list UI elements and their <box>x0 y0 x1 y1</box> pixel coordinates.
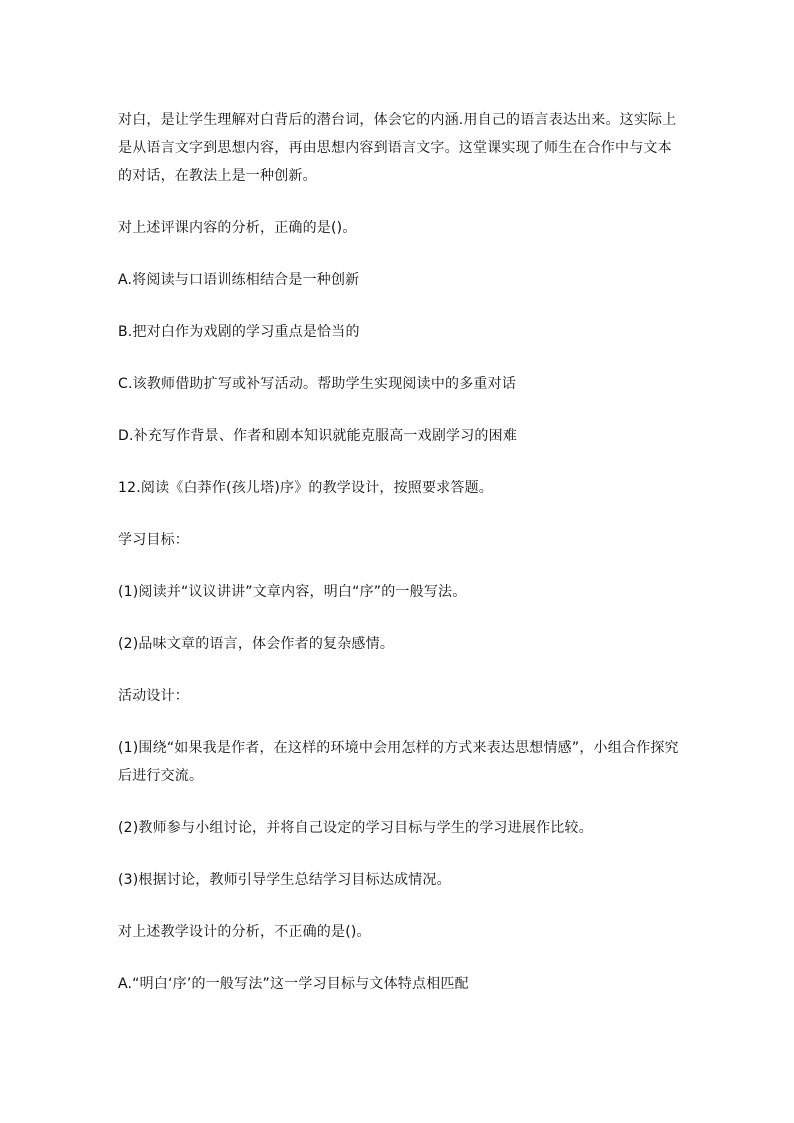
learning-goal-1: (1)阅读并“议议讲讲”文章内容，明白“序”的一般写法。 <box>118 584 467 600</box>
learning-goals-heading: 学习目标： <box>118 532 189 548</box>
activity-design-heading: 活动设计： <box>118 688 189 704</box>
question-11-option-c: C.该教师借助扩写或补写活动。帮助学生实现阅读中的多重对话 <box>118 376 517 392</box>
activity-3: (3)根据讨论，教师引导学生总结学习目标达成情况。 <box>118 872 451 888</box>
question-11-stem: 对上述评课内容的分析，正确的是()。 <box>118 220 357 236</box>
activity-1: (1)围绕“如果我是作者，在这样的环境中会用怎样的方式来表达思想情感”，小组合作探究后进行交流。 <box>118 740 679 784</box>
learning-goal-2: (2)品味文章的语言，体会作者的复杂感情。 <box>118 636 395 652</box>
activity-2: (2)教师参与小组讨论，并将自己设定的学习目标与学生的学习进展作比较。 <box>118 820 593 836</box>
question-12-title: 12.阅读《白莽作(孩儿塔)序》的教学设计，按照要求答题。 <box>118 480 493 496</box>
question-12-option-a: A.“明白‘序’的一般写法”这一学习目标与文体特点相匹配 <box>118 976 469 992</box>
question-11-option-b: B.把对白作为戏剧的学习重点是恰当的 <box>118 324 360 340</box>
question-11-option-d: D.补充写作背景、作者和剧本知识就能克服高一戏剧学习的困难 <box>118 428 518 444</box>
paragraph-evaluation-text: 对白，是让学生理解对白背后的潜台词，体会它的内涵.用自己的语言表达出来。这实际上是从语言文字到思想内容，再由思想内容到语言文字。这堂课实现了师生在合作中与文本的对话，在教法上是一种创新。 <box>118 112 677 184</box>
question-11-option-a: A.将阅读与口语训练相结合是一种创新 <box>118 272 360 288</box>
question-12-stem: 对上述教学设计的分析，不正确的是()。 <box>118 924 371 940</box>
document-body <box>118 106 680 1022</box>
